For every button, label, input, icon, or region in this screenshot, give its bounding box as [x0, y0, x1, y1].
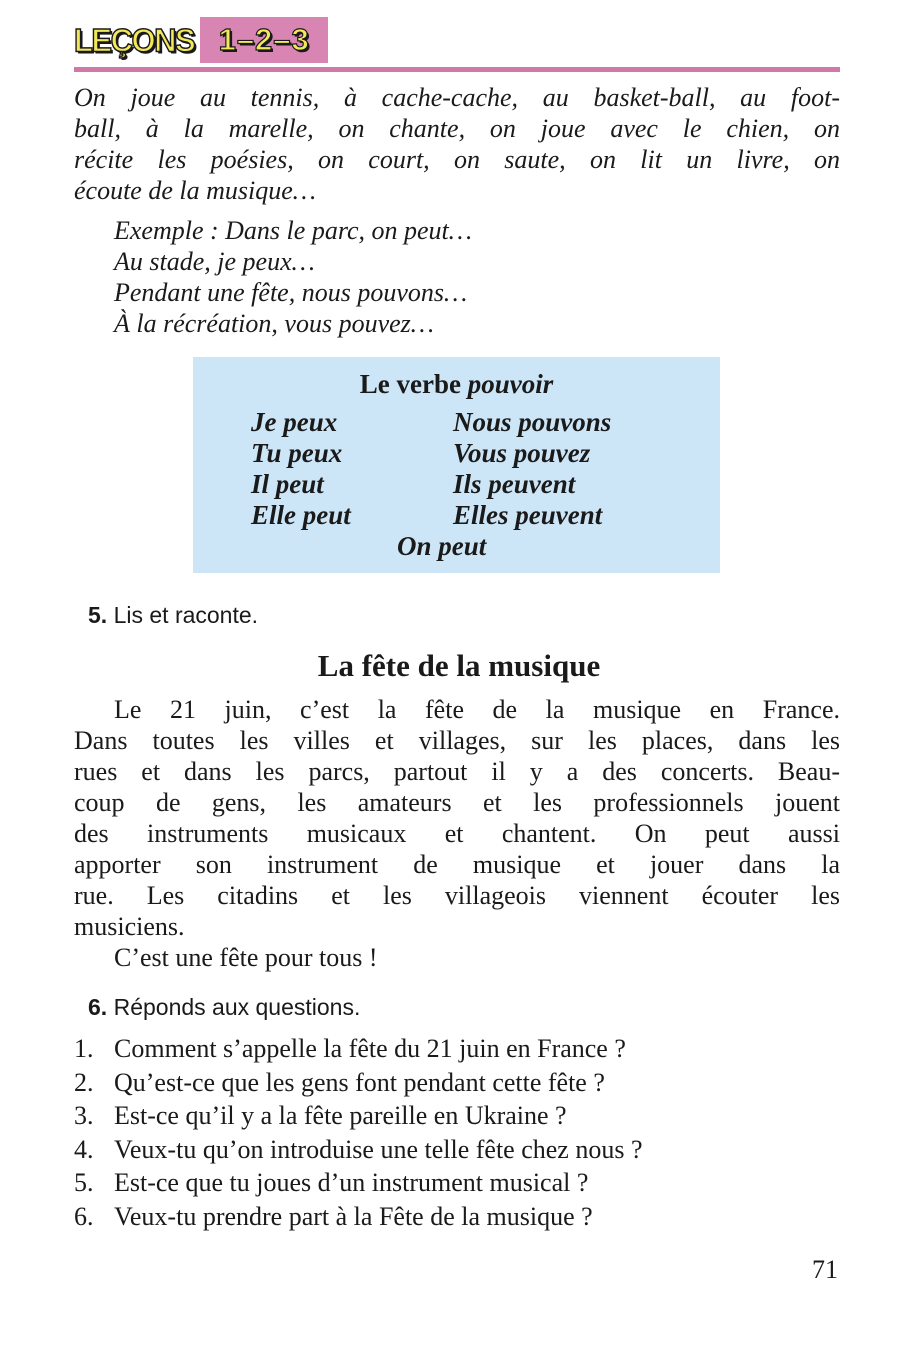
- story-line: rues et dans les parcs, partout il y a des concerts. Beau-: [74, 757, 840, 786]
- question-text: Est-ce que tu joues d’un instrument musical ?: [114, 1168, 589, 1197]
- story-line: des instruments musicaux et chantent. On peut aussi: [74, 819, 840, 848]
- question-text: Veux-tu qu’on introduise une telle fête chez nous ?: [114, 1134, 643, 1164]
- question-number: 1.: [74, 1034, 94, 1063]
- story-line: coup de gens, les amateurs et les professionnels jouent: [74, 788, 840, 817]
- exercise-5-instruction: [88, 602, 258, 629]
- story-line: Le 21 juin, c’est la fête de la musique en France.: [114, 695, 840, 724]
- lessons-label: LEÇONS: [74, 21, 195, 59]
- exercise-text: Lis et raconte.: [113, 602, 259, 628]
- question-item: [74, 1099, 840, 1133]
- question-number: 2.: [74, 1067, 94, 1097]
- verb-conjugation-box: [193, 357, 720, 573]
- exercise-6-instruction: [88, 994, 360, 1021]
- conjugation-form: Elles peuvent: [453, 500, 603, 530]
- story-line: apporter son instrument de musique et jouer dans la: [74, 850, 840, 879]
- question-item: [74, 1032, 840, 1066]
- example-line: À la récréation, vous pouvez…: [114, 309, 434, 338]
- intro-paragraph: [74, 82, 840, 206]
- story-line: rue. Les citadins et les villageois viennent écouter les: [74, 881, 840, 910]
- intro-line: On joue au tennis, à cache-cache, au basket-ball, au foot-: [74, 83, 840, 112]
- question-item: [74, 1133, 840, 1167]
- verb-box-title: [193, 369, 720, 400]
- conjugation-form: Vous pouvez: [453, 438, 591, 468]
- conjugation-form: On peut: [397, 531, 487, 561]
- question-text: Veux-tu prendre part à la Fête de la musique ?: [114, 1201, 593, 1231]
- header-divider: [74, 67, 840, 72]
- examples-list: [114, 215, 472, 339]
- question-item: [74, 1200, 840, 1234]
- question-text: Qu’est-ce que les gens font pendant cette fête ?: [114, 1067, 605, 1097]
- question-item: [74, 1066, 840, 1100]
- intro-line: écoute de la musique…: [74, 176, 316, 205]
- conjugation-form: Nous pouvons: [453, 407, 612, 437]
- story-title: La fête de la musique: [317, 648, 601, 683]
- page-number: 71: [812, 1255, 838, 1284]
- question-number: 3.: [74, 1101, 94, 1130]
- question-text: Est-ce qu’il y a la fête pareille en Ukraine ?: [114, 1101, 567, 1130]
- question-number: 5.: [74, 1168, 94, 1197]
- exercise-number: 6.: [88, 994, 108, 1020]
- conjugation-form: Tu peux: [251, 438, 343, 468]
- story-line: musiciens.: [74, 912, 185, 941]
- conjugation-form: Ils peuvent: [453, 469, 576, 499]
- exercise-number: 5.: [88, 602, 108, 628]
- question-text: Comment s’appelle la fête du 21 juin en France ?: [114, 1034, 626, 1063]
- lesson-numbers-badge: 1–2–3: [200, 17, 328, 63]
- story-paragraph: [74, 694, 840, 973]
- conjugation-form: Il peut: [251, 469, 324, 499]
- questions-list: [74, 1032, 840, 1233]
- exercise-text: Réponds aux questions.: [113, 994, 361, 1020]
- example-line: Exemple : Dans le parc, on peut…: [114, 216, 472, 245]
- example-line: Pendant une fête, nous pouvons…: [114, 278, 468, 307]
- intro-line: récite les poésies, on court, on saute, on lit un livre, on: [74, 145, 840, 174]
- question-number: 4.: [74, 1134, 94, 1164]
- story-closing: C’est une fête pour tous !: [114, 943, 378, 972]
- verb-title-prefix: Le verbe: [359, 369, 461, 399]
- conjugation-form: Elle peut: [251, 500, 351, 530]
- conjugation-form: Je peux: [251, 407, 338, 437]
- question-item: [74, 1166, 840, 1200]
- lesson-header: [74, 16, 328, 64]
- question-number: 6.: [74, 1201, 94, 1231]
- example-line: Au stade, je peux…: [114, 247, 315, 276]
- intro-line: ball, à la marelle, on chante, on joue avec le chien, on: [74, 114, 840, 143]
- story-line: Dans toutes les villes et villages, sur les places, dans les: [74, 726, 840, 755]
- verb-title-verb: pouvoir: [467, 369, 554, 399]
